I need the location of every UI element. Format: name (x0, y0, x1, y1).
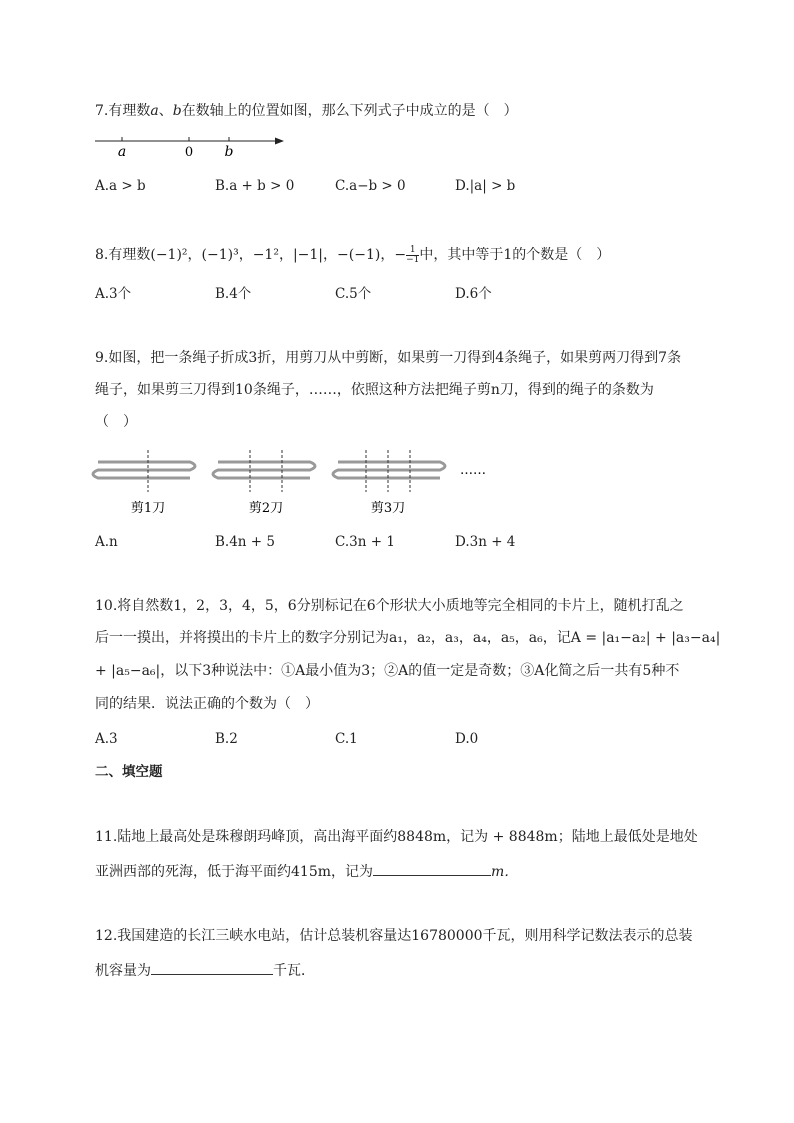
q9-option-d[interactable]: D.3n + 4 (455, 534, 516, 550)
q10-option-c[interactable]: C.1 (335, 731, 358, 747)
q10-line1: 10.将自然数1，2，3，4，5，6分别标记在6个形状大小质地等完全相同的卡片上，随机打乱之 (95, 598, 684, 614)
q8-option-c[interactable]: C.5个 (335, 286, 372, 302)
q7-var-b: b (172, 103, 182, 119)
q7-var-a: a (150, 103, 159, 119)
q7-stem (95, 101, 518, 121)
axis-label-a: a (117, 144, 127, 160)
rope-label-3: 剪3刀 (370, 501, 406, 516)
q7-number: 7. (95, 103, 109, 119)
q12-line1: 12.我国建造的长江三峡水电站，估计总装机容量达16780000千瓦，则用科学记数法表示的总装 (95, 928, 693, 944)
q10-option-a[interactable]: A.3 (95, 731, 118, 747)
q11-answer-blank[interactable] (373, 861, 491, 876)
rope-ellipsis: …… (460, 463, 486, 478)
q8-prefix: 8.有理数 (95, 247, 151, 263)
axis-label-zero: 0 (184, 145, 194, 160)
q7-option-b[interactable]: B.a + b > 0 (215, 178, 295, 194)
q8-suffix: 中，其中等于1的个数是（ ） (419, 247, 611, 263)
q9-option-c[interactable]: C.3n + 1 (335, 534, 395, 550)
q7-option-a[interactable]: A.a > b (95, 178, 146, 194)
q8-option-a[interactable]: A.3个 (95, 286, 132, 302)
rope-cutting-figure (90, 448, 510, 520)
q11-line1: 11.陆地上最高处是珠穆朗玛峰顶，高出海平面约8848m，记为 + 8848m；陆地上最低处是地处 (95, 829, 698, 845)
q8-fraction (406, 246, 419, 265)
q10-line4: 同的结果．说法正确的个数为（ ） (95, 696, 319, 712)
q9-line2: 绳子，如果剪三刀得到10条绳子，……，依照这种方法把绳子剪n刀，得到的绳子的条数为 (95, 382, 654, 398)
q7-stem-part2: 在数轴上的位置如图，那么下列式子中成立的是（ ） (181, 103, 518, 119)
q7-option-d[interactable]: D.|a| > b (455, 178, 516, 194)
rope-label-2: 剪2刀 (248, 501, 284, 516)
q11-line2-text: 亚洲西部的死海，低于海平面约415m，记为 (95, 864, 373, 880)
q9-line3: （ ） (95, 414, 137, 430)
q12-line2-text: 机容量为 (95, 963, 151, 979)
q8-fraction-numerator: 1 (406, 246, 419, 256)
q9-option-a[interactable]: A.n (95, 534, 118, 550)
q12-unit: 千瓦． (273, 963, 315, 979)
q7-stem-part1: 有理数 (108, 103, 151, 119)
q7-sep: 、 (158, 103, 173, 119)
q8-stem (95, 245, 610, 265)
rope-label-1: 剪1刀 (130, 501, 166, 516)
section-title: 二、填空题 (95, 764, 163, 780)
q12-answer-blank[interactable] (151, 960, 273, 975)
q12-line2 (95, 960, 315, 981)
number-line-arrow (275, 138, 284, 145)
q10-option-b[interactable]: B.2 (215, 731, 238, 747)
q10-line3: + |a₅−a₆|，以下3种说法中：①A最小值为3；②A的值一定是奇数；③A化简之后一共有5种不 (95, 663, 680, 679)
q10-option-d[interactable]: D.0 (455, 731, 479, 747)
rope-2 (213, 462, 315, 478)
q11-line2 (95, 861, 518, 882)
q10-line2: 后一一摸出，并将摸出的卡片上的数字分别记为a₁，a₂，a₃，a₄，a₅，a₆，记A = |a₁−a₂| + |a₃−a₄| (95, 630, 721, 646)
q9-option-b[interactable]: B.4n + 5 (215, 534, 275, 550)
q8-option-d[interactable]: D.6个 (455, 286, 492, 302)
rope-3 (333, 462, 445, 478)
q9-line1: 9.如图，把一条绳子折成3折，用剪刀从中剪断，如果剪一刀得到4条绳子，如果剪两刀得到7条 (95, 350, 682, 366)
q8-option-b[interactable]: B.4个 (215, 286, 252, 302)
axis-label-b: b (224, 144, 234, 160)
q11-unit: m． (491, 864, 519, 880)
q8-fraction-denominator: −1 (406, 254, 420, 265)
rope-1 (93, 462, 195, 478)
q7-option-c[interactable]: C.a−b > 0 (335, 178, 406, 194)
q8-expressions: (−1)²，(−1)³，−1²，|−1|，−(−1)，− (150, 247, 407, 263)
number-line-figure (90, 132, 290, 160)
